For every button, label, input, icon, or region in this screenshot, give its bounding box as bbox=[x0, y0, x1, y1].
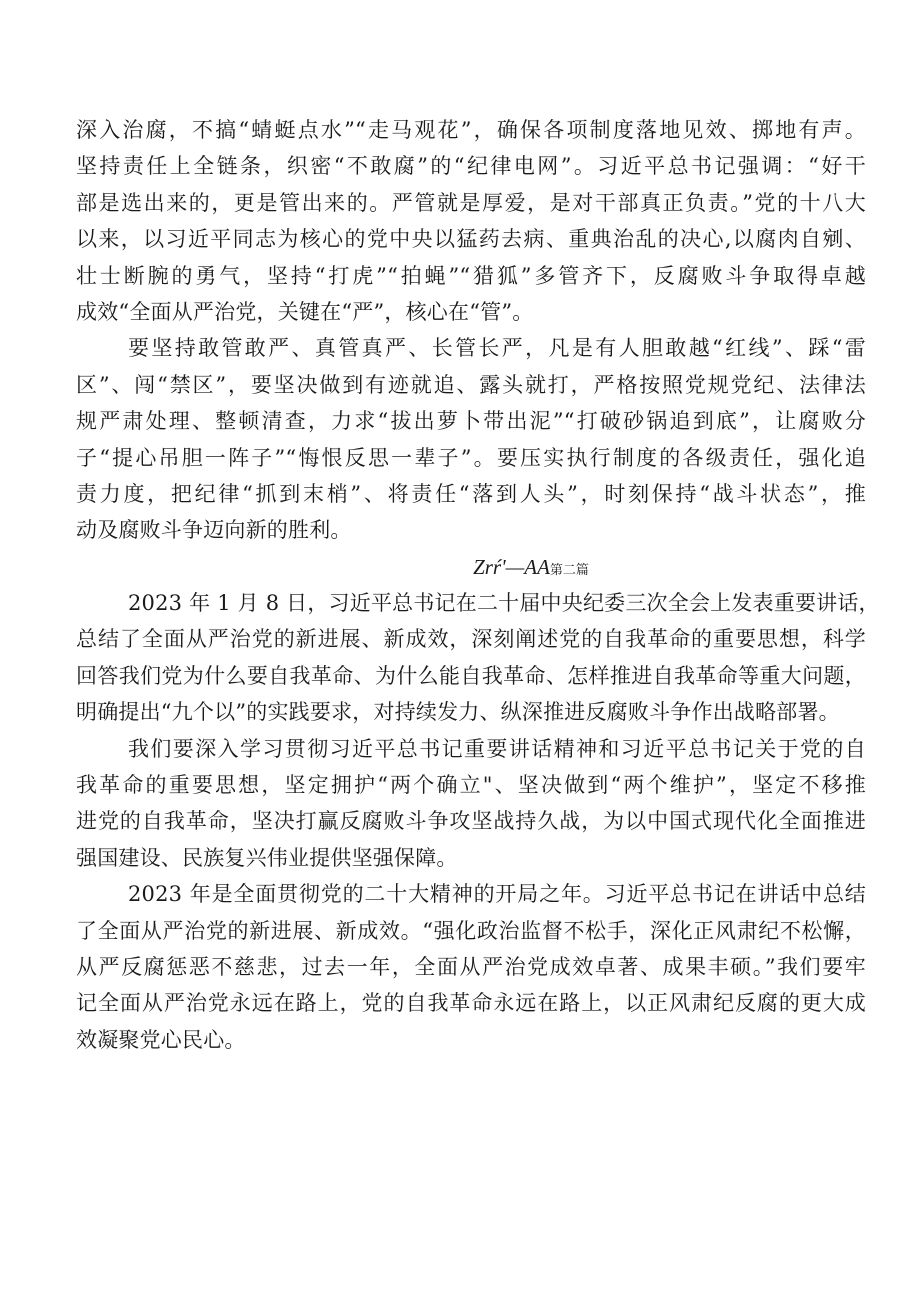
section-heading-mark: Zrŕ'—AA bbox=[473, 554, 550, 579]
text-line: 子“提心吊胆一阵子”“悔恨反思一辈子”。要压实执行制度的各级责任，强化追 bbox=[76, 445, 866, 470]
text-line: 进党的自我革命，坚决打赢反腐败斗争攻坚战持久战，为以中国式现代化全面推进 bbox=[76, 809, 866, 834]
text-line: 效凝聚党心民心。 bbox=[76, 1027, 246, 1052]
paragraph-4 bbox=[76, 731, 866, 877]
text-line: 回答我们党为什么要自我革命、为什么能自我革命、怎样推进自我革命等重大问题， bbox=[76, 663, 866, 688]
text-line: 部是选出来的，更是管出来的。严管就是厚爱，是对干部真正负责。”党的十八大 bbox=[76, 190, 866, 215]
text-line: 强国建设、民族复兴伟业提供坚强保障。 bbox=[76, 845, 458, 870]
text-line: 坚持责任上全链条，织密“不敢腐”的“纪律电网”。习近平总书记强调：“好干 bbox=[76, 154, 866, 179]
section-heading-subtitle: 第二篇 bbox=[549, 562, 589, 578]
text-line: 成效“全面从严治党，关键在“严”，核心在“管”。 bbox=[76, 299, 534, 324]
section-heading bbox=[76, 549, 866, 585]
text-line: 壮士断腕的勇气，坚持“打虎”“拍蝇”“猎狐”多管齐下，反腐败斗争取得卓越 bbox=[76, 263, 866, 288]
text-line: 要坚持敢管敢严、真管真严、长管长严，凡是有人胆敢越“红线”、踩“雷 bbox=[128, 336, 866, 361]
text-line: 2023 年是全面贯彻党的二十大精神的开局之年。习近平总书记在讲话中总结 bbox=[128, 882, 866, 907]
text-line: 明确提出“九个以”的实践要求，对持续发力、纵深推进反腐败斗争作出战略部署。 bbox=[76, 700, 840, 725]
text-line: 规严肃处理、整顿清查，力求“拔出萝卜带出泥”“打破砂锅追到底”，让腐败分 bbox=[76, 409, 866, 434]
paragraph-1 bbox=[76, 112, 866, 330]
text-line: 我们要深入学习贯彻习近平总书记重要讲话精神和习近平总书记关于党的自 bbox=[128, 736, 866, 761]
text-line: 从严反腐惩恶不慈悲，过去一年，全面从严治党成效卓著、成果丰硕。”我们要牢 bbox=[76, 954, 866, 979]
paragraph-2 bbox=[76, 330, 866, 548]
text-line: 总结了全面从严治党的新进展、新成效，深刻阐述党的自我革命的重要思想，科学 bbox=[76, 627, 866, 652]
text-line: 区”、闯“禁区”，要坚决做到有迹就追、露头就打，严格按照党规党纪、法律法 bbox=[76, 372, 866, 397]
text-line: 责力度，把纪律“抓到末梢”、将责任“落到人头”，时刻保持“战斗状态”，推 bbox=[76, 481, 866, 506]
paragraph-5 bbox=[76, 876, 866, 1058]
text-line: 记全面从严治党永远在路上，党的自我革命永远在路上，以正风肃纪反腐的更大成 bbox=[76, 991, 866, 1016]
text-line: 我革命的重要思想，坚定拥护“两个确立"、坚决做到“两个维护”，坚定不移推 bbox=[76, 773, 866, 798]
text-line: 动及腐败斗争迈向新的胜利。 bbox=[76, 518, 352, 543]
text-line: 以来，以习近平同志为核心的党中央以猛药去病、重典治乱的决心,以腐肉自剜、 bbox=[76, 227, 866, 252]
text-line: 了全面从严治党的新进展、新成效。“强化政治监督不松手，深化正风肃纪不松懈， bbox=[76, 918, 866, 943]
text-line: 2023 年 1 月 8 日，习近平总书记在二十届中央纪委三次全会上发表重要讲话， bbox=[128, 591, 880, 616]
document-body bbox=[76, 112, 880, 1058]
paragraph-3 bbox=[76, 585, 880, 731]
text-line: 深入治腐，不搞“蜻蜓点水”“走马观花”，确保各项制度落地见效、掷地有声。 bbox=[76, 118, 866, 142]
